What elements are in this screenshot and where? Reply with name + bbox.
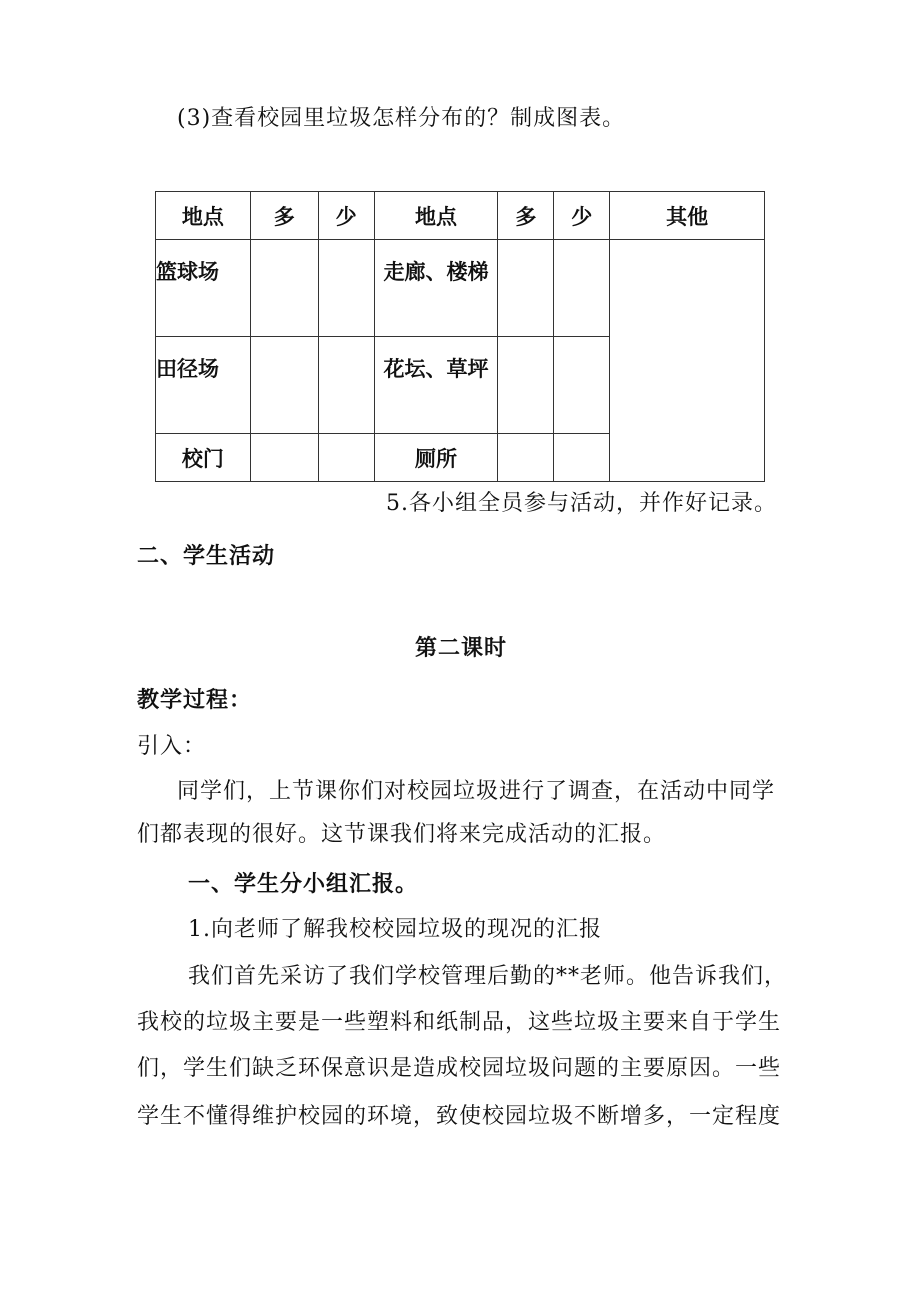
place-cell: 花坛、草坪 xyxy=(374,337,498,434)
paragraph-line: 学生不懂得维护校园的环境，致使校园垃圾不断增多，一定程度 xyxy=(137,1104,782,1129)
few-cell xyxy=(554,434,610,482)
place-cell: 走廊、楼梯 xyxy=(374,240,498,337)
many-cell xyxy=(498,337,554,434)
few-cell xyxy=(318,240,374,337)
many-cell xyxy=(250,337,318,434)
lesson-title: 第二课时 xyxy=(415,636,508,661)
teaching-process-heading: 教学过程： xyxy=(137,688,253,713)
paragraph-line: 们，学生们缺乏环保意识是造成校园垃圾问题的主要原因。一些 xyxy=(137,1056,782,1081)
report-item-1: 1.向老师了解我校校园垃圾的现况的汇报 xyxy=(188,917,602,942)
few-cell xyxy=(318,434,374,482)
table-row xyxy=(156,240,765,337)
other-cell xyxy=(610,240,765,482)
header-few: 少 xyxy=(554,192,610,240)
few-cell xyxy=(318,337,374,434)
many-cell xyxy=(250,434,318,482)
garbage-distribution-table xyxy=(155,191,765,482)
paragraph-line: 我们首先采访了我们学校管理后勤的**老师。他告诉我们， xyxy=(188,964,788,989)
place-cell: 田径场 xyxy=(156,337,251,434)
many-cell xyxy=(498,240,554,337)
header-place: 地点 xyxy=(374,192,498,240)
place-cell: 校门 xyxy=(156,434,251,482)
header-few: 少 xyxy=(318,192,374,240)
place-cell: 篮球场 xyxy=(156,240,251,337)
place-cell: 厕所 xyxy=(374,434,498,482)
header-place: 地点 xyxy=(156,192,251,240)
few-cell xyxy=(554,240,610,337)
many-cell xyxy=(250,240,318,337)
paragraph-line: 同学们，上节课你们对校园垃圾进行了调查，在活动中同学 xyxy=(177,779,776,804)
section-student-activity: 二、学生活动 xyxy=(137,544,276,569)
step5-note: 5.各小组全员参与活动，并作好记录。 xyxy=(386,491,777,516)
paragraph-line: 我校的垃圾主要是一些塑料和纸制品，这些垃圾主要来自于学生 xyxy=(137,1010,782,1035)
introduction-label: 引入： xyxy=(137,734,207,759)
section-group-report: 一、学生分小组汇报。 xyxy=(188,872,419,897)
survey-instruction: (3)查看校园里垃圾怎样分布的？制成图表。 xyxy=(177,106,626,131)
header-many: 多 xyxy=(250,192,318,240)
many-cell xyxy=(498,434,554,482)
header-other: 其他 xyxy=(610,192,765,240)
header-many: 多 xyxy=(498,192,554,240)
few-cell xyxy=(554,337,610,434)
paragraph-line: 们都表现的很好。这节课我们将来完成活动的汇报。 xyxy=(137,822,667,847)
table-header-row xyxy=(156,192,765,240)
